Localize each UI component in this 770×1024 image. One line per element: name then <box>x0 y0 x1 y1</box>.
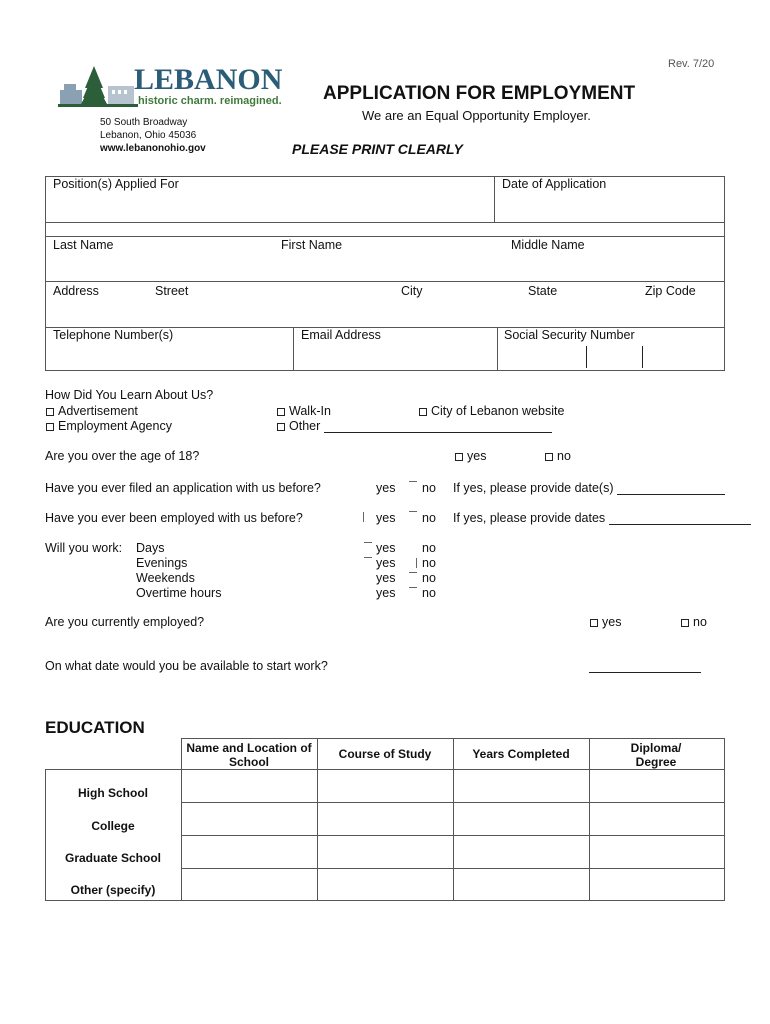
checkbox-mark[interactable] <box>409 481 417 482</box>
filed-dates-prompt <box>453 481 725 495</box>
address-website: www.lebanonohio.gov <box>100 143 206 154</box>
checkbox-mark[interactable] <box>363 512 364 522</box>
address-field[interactable]: Address <box>53 284 99 298</box>
street-field[interactable]: Street <box>155 284 189 298</box>
option-label: Advertisement <box>58 404 138 418</box>
position-field[interactable]: Position(s) Applied For <box>53 177 179 191</box>
last-name-field[interactable]: Last Name <box>53 238 114 252</box>
currently-no-option[interactable] <box>681 615 707 629</box>
ssn-separator <box>642 346 643 368</box>
employed-before-question: Have you ever been employed with us before? <box>45 511 303 525</box>
shift-evenings: Evenings <box>136 556 188 570</box>
weekends-no-option[interactable]: no <box>422 571 436 585</box>
table-divider <box>317 738 318 901</box>
grid-divider <box>293 327 294 371</box>
employed-yes-option[interactable]: yes <box>376 511 396 525</box>
address-street: 50 South Broadway <box>100 117 188 128</box>
prompt-label: If yes, please provide date(s) <box>453 481 614 495</box>
employed-dates-prompt <box>453 511 751 525</box>
grid-divider <box>45 222 725 223</box>
logo-name: LEBANON <box>134 63 283 96</box>
row-college: College <box>91 819 135 833</box>
advertisement-option[interactable] <box>46 404 138 418</box>
checkbox-icon[interactable] <box>545 453 553 461</box>
checkbox-icon[interactable] <box>277 408 285 416</box>
filed-dates-blank[interactable] <box>617 482 725 495</box>
other-option[interactable] <box>277 419 552 433</box>
learn-question: How Did You Learn About Us? <box>45 388 214 402</box>
evenings-no-option[interactable]: no <box>422 556 436 570</box>
age-question: Are you over the age of 18? <box>45 449 200 463</box>
col-course-of-study: Course of Study <box>338 747 432 761</box>
evenings-yes-option[interactable]: yes <box>376 556 396 570</box>
middle-name-field[interactable]: Middle Name <box>511 238 585 252</box>
weekends-yes-option[interactable]: yes <box>376 571 396 585</box>
checkbox-mark[interactable] <box>409 572 417 573</box>
days-no-option[interactable]: no <box>422 541 436 555</box>
grid-divider <box>45 236 725 237</box>
days-yes-option[interactable]: yes <box>376 541 396 555</box>
city-website-option[interactable] <box>419 404 564 418</box>
option-label: Walk-In <box>289 404 331 418</box>
logo-skyline-icon <box>58 64 138 110</box>
option-label: Employment Agency <box>58 419 172 433</box>
table-divider <box>181 802 725 803</box>
overtime-yes-option[interactable]: yes <box>376 586 396 600</box>
table-divider <box>181 738 725 739</box>
table-divider <box>453 738 454 901</box>
option-label: no <box>557 449 571 463</box>
checkbox-mark[interactable] <box>409 511 417 512</box>
checkbox-icon[interactable] <box>419 408 427 416</box>
grid-divider <box>45 281 725 282</box>
city-logo <box>58 64 283 110</box>
filed-question: Have you ever filed an application with us before? <box>45 481 321 495</box>
shift-weekends: Weekends <box>136 571 195 585</box>
col-school-name: Name and Location of School <box>186 741 312 769</box>
telephone-field[interactable]: Telephone Number(s) <box>53 328 174 342</box>
currently-yes-option[interactable] <box>590 615 621 629</box>
table-divider <box>589 738 590 901</box>
currently-employed-question: Are you currently employed? <box>45 615 205 629</box>
work-no-column[interactable] <box>422 541 436 601</box>
checkbox-mark[interactable] <box>409 587 417 588</box>
option-label: yes <box>467 449 487 463</box>
organization-address <box>100 116 206 155</box>
grid-divider <box>497 327 498 371</box>
address-city: Lebanon, Ohio 45036 <box>100 130 197 141</box>
age-yes-option[interactable] <box>455 449 486 463</box>
first-name-field[interactable]: First Name <box>281 238 343 252</box>
row-graduate-school: Graduate School <box>64 851 162 865</box>
zip-code-field[interactable]: Zip Code <box>645 284 696 298</box>
work-shift-list <box>136 541 221 601</box>
col-years-completed: Years Completed <box>472 747 570 761</box>
shift-days: Days <box>136 541 165 555</box>
email-field[interactable]: Email Address <box>301 328 381 342</box>
col-diploma-degree: Diploma/ Degree <box>630 741 682 769</box>
ssn-separator <box>586 346 587 368</box>
state-field[interactable]: State <box>528 284 558 298</box>
option-label: City of Lebanon website <box>431 404 565 418</box>
page-title: APPLICATION FOR EMPLOYMENT <box>323 83 636 104</box>
date-of-application-field[interactable]: Date of Application <box>502 177 607 191</box>
age-no-option[interactable] <box>545 449 571 463</box>
other-blank[interactable] <box>324 420 552 433</box>
revision-label: Rev. 7/20 <box>668 58 715 70</box>
prompt-label: If yes, please provide dates <box>453 511 606 525</box>
employment-agency-option[interactable] <box>46 419 172 433</box>
checkbox-mark[interactable] <box>364 557 372 558</box>
city-field[interactable]: City <box>401 284 423 298</box>
row-high-school: High School <box>78 786 148 800</box>
grid-divider <box>494 176 495 222</box>
checkbox-icon[interactable] <box>46 408 54 416</box>
checkbox-icon[interactable] <box>455 453 463 461</box>
work-question: Will you work: <box>45 541 123 555</box>
start-date-question: On what date would you be available to start work? <box>45 659 328 673</box>
table-divider <box>724 738 725 769</box>
eoe-subtitle: We are an Equal Opportunity Employer. <box>362 108 591 123</box>
option-label: yes <box>602 615 622 629</box>
option-label: no <box>693 615 707 629</box>
overtime-no-option[interactable]: no <box>422 586 436 600</box>
checkbox-icon[interactable] <box>681 619 689 627</box>
option-label: Other <box>289 419 321 433</box>
shift-overtime: Overtime hours <box>136 586 222 600</box>
employed-no-option[interactable]: no <box>422 511 436 525</box>
walk-in-option[interactable] <box>277 404 331 418</box>
work-yes-column[interactable] <box>376 541 395 601</box>
logo-tagline: historic charm. reimagined. <box>138 95 282 107</box>
filed-no-option[interactable]: no <box>422 481 436 495</box>
checkbox-icon[interactable] <box>590 619 598 627</box>
table-divider <box>181 835 725 836</box>
row-other: Other (specify) <box>70 883 156 897</box>
table-divider <box>181 868 725 869</box>
education-heading: EDUCATION <box>45 718 145 737</box>
checkbox-mark[interactable] <box>364 542 372 543</box>
checkbox-icon[interactable] <box>277 423 285 431</box>
print-clearly-note: PLEASE PRINT CLEARLY <box>292 141 463 157</box>
ssn-field[interactable]: Social Security Number <box>504 328 635 342</box>
employed-dates-blank[interactable] <box>609 512 751 525</box>
checkbox-icon[interactable] <box>46 423 54 431</box>
checkbox-mark[interactable] <box>416 558 417 568</box>
filed-yes-option[interactable]: yes <box>376 481 396 495</box>
start-date-blank[interactable] <box>589 660 701 673</box>
